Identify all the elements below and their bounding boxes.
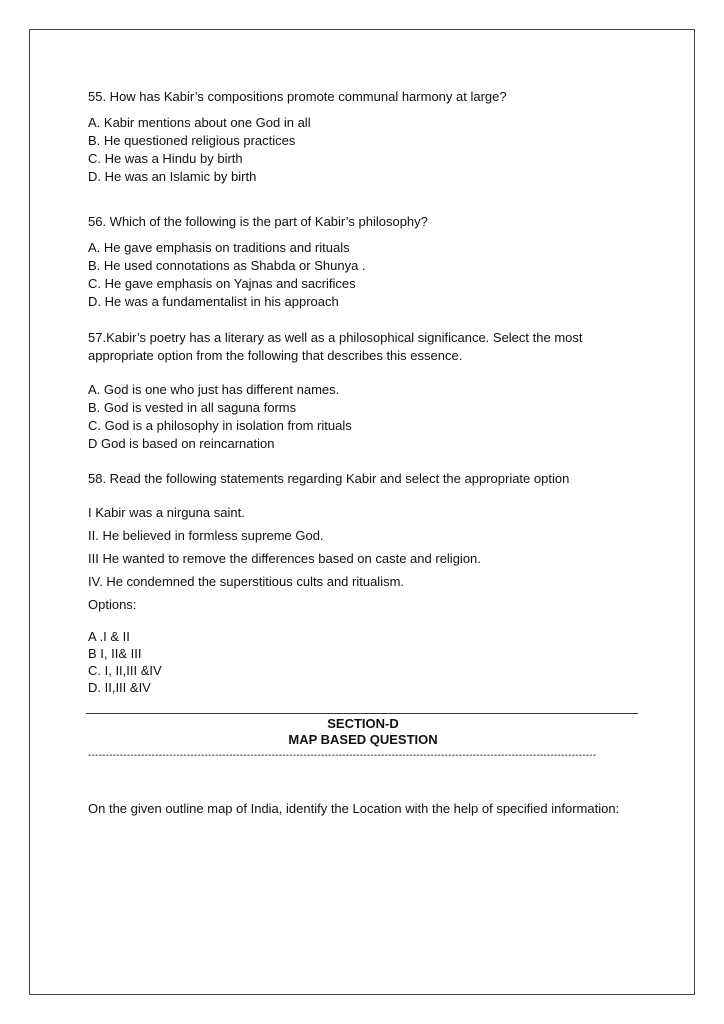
map-instruction: On the given outline map of India, identify the Location with the help of specified information: — [88, 801, 620, 816]
q58-option-b: B I, II& III — [88, 646, 142, 661]
q58-statement-3: III He wanted to remove the differences based on caste and religion. — [88, 551, 481, 566]
q58-option-c: C. I, II,III &IV — [88, 663, 162, 678]
q56-option-a: A. He gave emphasis on traditions and rituals — [88, 240, 350, 255]
q56-option-b: B. He used connotations as Shabda or Shunya . — [88, 258, 366, 273]
question-55: 55. How has Kabir’s compositions promote communal harmony at large? — [88, 89, 507, 104]
section-subtitle: MAP BASED QUESTION — [288, 732, 438, 747]
q58-statement-4: IV. He condemned the superstitious cults and ritualism. — [88, 574, 405, 589]
q57-option-a: A. God is one who just has different names. — [88, 382, 340, 397]
question-56: 56. Which of the following is the part of Kabir’s philosophy? — [88, 214, 428, 229]
q55-option-d: D. He was an Islamic by birth — [88, 169, 257, 184]
q57-option-d: D God is based on reincarnation — [88, 436, 275, 451]
question-57-line-1: 57.Kabir’s poetry has a literary as well as a philosophical significance. Select the most — [88, 330, 583, 345]
q56-option-d: D. He was a fundamentalist in his approach — [88, 294, 339, 309]
dashed-divider: ------------------------------------------------------------------------------------------------------------------------------------------------ — [88, 751, 597, 761]
section-title: SECTION-D — [327, 716, 399, 731]
q55-option-c: C. He was a Hindu by birth — [88, 151, 243, 166]
q55-option-a: A. Kabir mentions about one God in all — [88, 115, 311, 130]
question-58: 58. Read the following statements regarding Kabir and select the appropriate option — [88, 471, 570, 486]
q57-option-b: B. God is vested in all saguna forms — [88, 400, 297, 415]
q57-option-c: C. God is a philosophy in isolation from rituals — [88, 418, 352, 433]
section-divider — [86, 713, 638, 714]
q58-option-d: D. II,III &IV — [88, 680, 151, 695]
q55-option-b: B. He questioned religious practices — [88, 133, 296, 148]
q56-option-c: C. He gave emphasis on Yajnas and sacrifices — [88, 276, 356, 291]
q58-options-label: Options: — [88, 597, 137, 612]
q58-statement-2: II. He believed in formless supreme God. — [88, 528, 324, 543]
question-57-line-2: appropriate option from the following that describes this essence. — [88, 348, 463, 363]
q58-statement-1: I Kabir was a nirguna saint. — [88, 505, 245, 520]
q58-option-a: A .I & II — [88, 629, 130, 644]
